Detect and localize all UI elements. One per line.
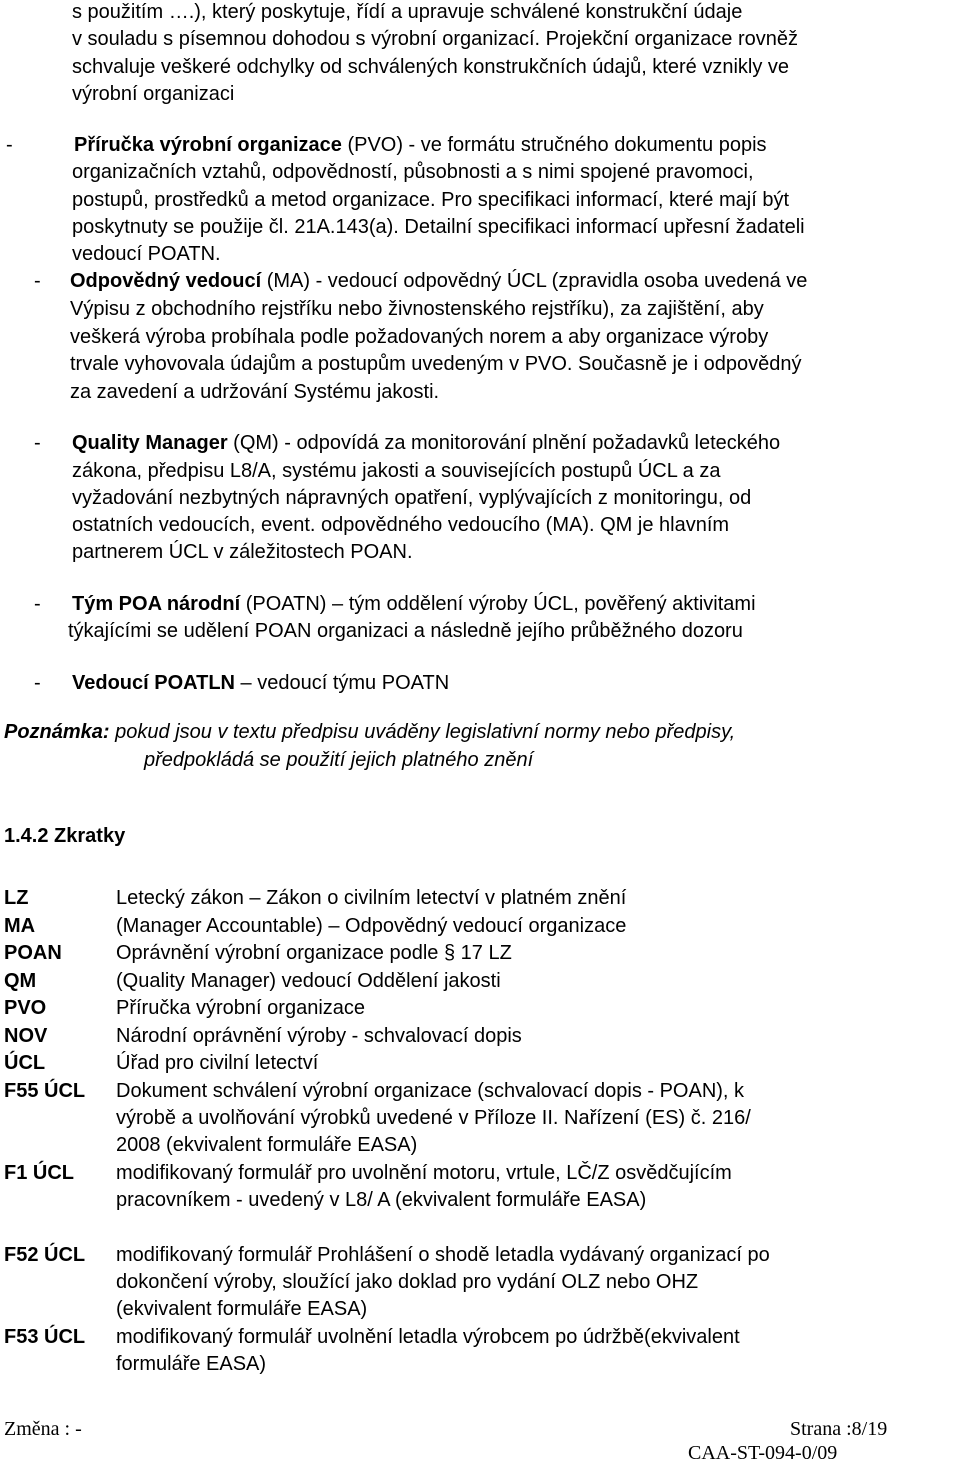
definition-line: vyžadování nezbytných nápravných opatření, vyplývajících z monitoringu, od [72, 487, 752, 509]
note-text: pokud jsou v textu předpisu uváděny legislativní normy nebo předpisy, [109, 721, 736, 743]
definition-term: Odpovědný vedoucí [70, 270, 262, 292]
definition-line: organizačních vztahů, odpovědností, působnosti a s nimi spojené pravomoci, [72, 161, 754, 183]
abbreviation-key: F55 ÚCL [4, 1080, 86, 1102]
footer-change: Změna : - [4, 1418, 82, 1440]
paragraph-line: s použitím ….), který poskytuje, řídí a upravuje schválené konstrukční údaje [72, 1, 743, 23]
abbreviation-value: pracovníkem - uvedený v L8/ A (ekvivalent formuláře EASA) [116, 1189, 647, 1211]
definition-line: za zavedení a udržování Systému jakosti. [70, 381, 440, 403]
list-dash: - [34, 593, 41, 615]
abbreviation-value: Dokument schválení výrobní organizace (schvalovací dopis - POAN), k [116, 1080, 745, 1102]
paragraph-line: výrobní organizaci [72, 83, 235, 105]
abbreviation-key: NOV [4, 1025, 48, 1047]
definition-first-line [74, 134, 767, 157]
definition-text: (PVO) - ve formátu stručného dokumentu popis [341, 134, 767, 156]
paragraph-line: v souladu s písemnou dohodou s výrobní organizací. Projekční organizace rovněž [72, 28, 798, 50]
abbreviation-value: (Manager Accountable) – Odpovědný vedoucí organizace [116, 915, 627, 937]
abbreviation-key: F52 ÚCL [4, 1244, 86, 1266]
list-dash: - [6, 134, 13, 156]
abbreviation-value: Oprávnění výrobní organizace podle § 17 LZ [116, 942, 512, 964]
abbreviation-key: POAN [4, 942, 62, 964]
abbreviation-key: MA [4, 915, 36, 937]
list-dash: - [34, 432, 41, 454]
abbreviation-value: výrobě a uvolňování výrobků uvedené v Příloze II. Nařízení (ES) č. 216/ [116, 1107, 751, 1129]
definition-line: Výpisu z obchodního rejstříku nebo živnostenského rejstříku), za zajištění, aby [70, 298, 764, 320]
abbreviation-value: modifikovaný formulář Prohlášení o shodě letadla vydávaný organizací po [116, 1244, 770, 1266]
definition-term: Quality Manager [72, 432, 228, 454]
abbreviation-key: ÚCL [4, 1052, 46, 1074]
definition-first-line [70, 270, 807, 293]
footer-document-id: CAA-ST-094-0/09 [688, 1442, 838, 1464]
paragraph-line: schvaluje veškeré odchylky od schválených konstrukčních údajů, které vznikly ve [72, 56, 790, 78]
definition-line: týkajícími se udělení POAN organizaci a následně jejího průběžného dozoru [68, 620, 743, 642]
definition-line: vedoucí POATN. [72, 243, 221, 265]
abbreviation-key: LZ [4, 887, 29, 909]
abbreviation-key: F1 ÚCL [4, 1162, 74, 1184]
list-dash: - [34, 270, 41, 292]
section-heading: 1.4.2 Zkratky [4, 825, 126, 847]
definition-line: veškerá výroba probíhala podle požadovaných norem a aby organizace výroby [70, 326, 769, 348]
definition-line: poskytnuty se použije čl. 21A.143(a). Detailní specifikaci informací upřesní žadateli [72, 216, 805, 238]
abbreviation-value: formuláře EASA) [116, 1353, 267, 1375]
definition-line: trvale vyhovovala údajům a postupům uvedeným v PVO. Současně je i odpovědný [70, 353, 802, 375]
definition-text: (MA) - vedoucí odpovědný ÚCL (zpravidla osoba uvedená ve [261, 270, 808, 292]
definition-term: Vedoucí POATLN [72, 672, 235, 694]
definition-first-line [72, 672, 449, 695]
definition-line: ostatních vedoucích, event. odpovědného vedoucího (MA). QM je hlavním [72, 514, 730, 536]
note-line: předpokládá se použití jejich platného znění [144, 749, 534, 771]
abbreviation-key: F53 ÚCL [4, 1326, 86, 1348]
definition-first-line [72, 432, 780, 455]
abbreviation-value: Úřad pro civilní letectví [116, 1052, 319, 1074]
definition-text: – vedoucí týmu POATN [234, 672, 450, 694]
abbreviation-value: dokončení výroby, sloužící jako doklad pro vydání OLZ nebo OHZ [116, 1271, 699, 1293]
definition-line: partnerem ÚCL v záležitostech POAN. [72, 541, 413, 563]
abbreviation-value: 2008 (ekvivalent formuláře EASA) [116, 1134, 418, 1156]
note-first-line [4, 721, 735, 744]
abbreviation-value: Národní oprávnění výroby - schvalovací dopis [116, 1025, 522, 1047]
footer-page-number: Strana :8/19 [790, 1418, 888, 1440]
abbreviation-key: QM [4, 970, 37, 992]
abbreviation-value: (ekvivalent formuláře EASA) [116, 1298, 368, 1320]
note-label: Poznámka: [4, 721, 110, 743]
definition-first-line [72, 593, 756, 616]
definition-term: Tým POA národní [72, 593, 241, 615]
abbreviation-value: modifikovaný formulář pro uvolnění motoru, vrtule, LČ/Z osvědčujícím [116, 1162, 732, 1184]
abbreviation-value: (Quality Manager) vedoucí Oddělení jakosti [116, 970, 501, 992]
definition-text: (POATN) – tým oddělení výroby ÚCL, pověřený aktivitami [240, 593, 756, 615]
definition-text: (QM) - odpovídá za monitorování plnění požadavků leteckého [227, 432, 781, 454]
abbreviation-value: Letecký zákon – Zákon o civilním letectví v platném znění [116, 887, 627, 909]
definition-line: zákona, předpisu L8/A, systému jakosti a souvisejících postupů ÚCL a za [72, 460, 721, 482]
abbreviation-key: PVO [4, 997, 47, 1019]
definition-term: Příručka výrobní organizace [74, 134, 342, 156]
list-dash: - [34, 672, 41, 694]
definition-line: postupů, prostředků a metod organizace. Pro specifikaci informací, které mají být [72, 189, 790, 211]
abbreviation-value: Příručka výrobní organizace [116, 997, 366, 1019]
abbreviation-value: modifikovaný formulář uvolnění letadla výrobcem po údržbě(ekvivalent [116, 1326, 740, 1348]
